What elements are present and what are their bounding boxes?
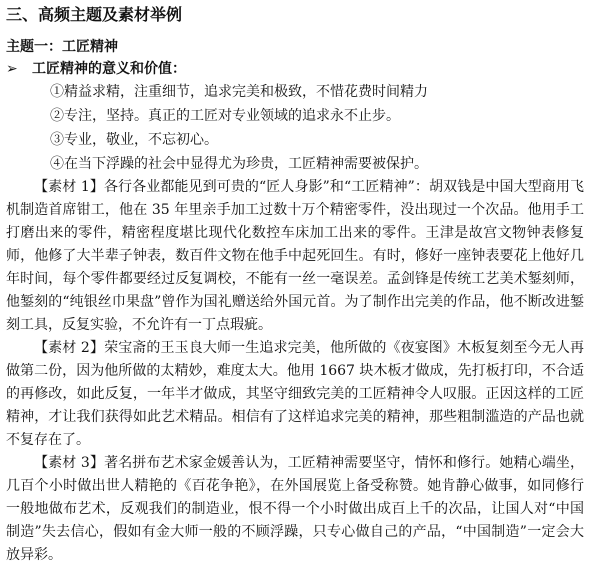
theme-title: 主题一：工匠精神 [6, 39, 118, 55]
section-title: 三、高频主题及素材举例 [6, 5, 183, 24]
meaning-point: ②专注，坚持。真正的工匠对专业领域的追求永不止步。 [50, 108, 400, 124]
material-paragraph: 【素材 2】荣宝斋的王玉良大师一生追求完美，他所做的《夜宴图》木板复刻至今无人再做第二份，因为他所做的太精妙，难度太大。他用 1667 块木板才做成，先打板打印，不合适的再修改，如此反复，一年半才做成，其坚守细致完美的工匠精神令人叹服。正因这样的工匠精神，才让我们获得如此艺术精品。相信有了这样追求完美的精神，那些粗制滥造的产品也就不复存在了。 [6, 340, 584, 448]
meaning-heading [6, 58, 584, 80]
material-paragraph: 【素材 1】各行各业都能见到可贵的“匠人身影”和“工匠精神”：胡双钱是中国大型商用飞机制造首席钳工，他在 35 年里亲手加工过数十万个精密零件，没出现过一个次品。他用手工打磨出来的零件，精密程度堪比现代化数控车床加工出来的零件。王津是故宫文物钟表修复师，他修了大半辈子钟表，数百件文物在他手中起死回生。有时，修好一座钟表要花上他好几年时间，每个零件都要经过反复调校，不能有一丝一毫误差。孟剑锋是传统工艺美术錾刻师，他錾刻的“纯银丝巾果盘”曾作为国礼赠送给外国元首。为了制作出完美的作品，他不断改进錾刻工具，反复实验，不允许有一丁点瑕疵。 [6, 179, 584, 333]
meaning-point: ①精益求精，注重细节，追求完美和极致，不惜花费时间精力 [50, 84, 428, 100]
material-paragraph: 【素材 3】著名拼布艺术家金媛善认为，工匠精神需要坚守，情怀和修行。她精心端坐，几百个小时做出世人精艳的《百花争艳》，在外国展览上备受称赞。她肯静心做事，如同修行一般地做布艺术，反观我们的制造业，恨不得一个小时做出成百上千的次品，让国人对“中国制造”失去信心，假如有金大师一般的不顾浮躁，只专心做自己的产品，“中国制造”一定会大放异彩。 [6, 455, 584, 563]
meaning-point: ③专业，敬业，不忘初心。 [50, 132, 218, 148]
document-page [0, 4, 590, 579]
meaning-title: 工匠精神的意义和价值： [32, 61, 186, 77]
arrow-bullet-icon: ➢ [6, 61, 18, 77]
meaning-point: ④在当下浮躁的社会中显得尤为珍贵，工匠精神需要被保护。 [50, 156, 428, 172]
